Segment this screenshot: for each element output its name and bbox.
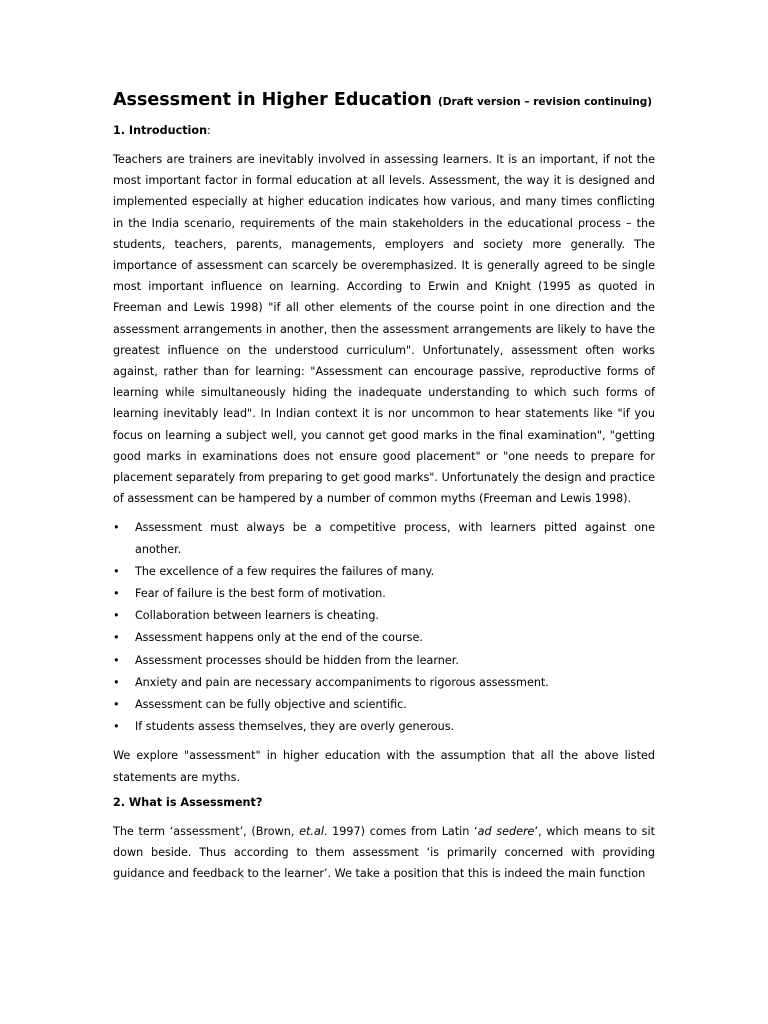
paragraph-text-segment: The term ‘assessment’, (Brown,: [113, 824, 300, 838]
myth-text: Assessment happens only at the end of the course.: [135, 631, 423, 645]
bullet-icon: •: [113, 521, 120, 535]
bullet-icon: •: [113, 653, 120, 667]
bullet-icon: •: [113, 564, 120, 578]
title-text: Assessment in Higher Education: [113, 90, 432, 110]
myths-closing-paragraph: We explore "assessment" in higher education with the assumption that all the above listed statements are myths.: [113, 749, 655, 784]
paragraph-text-segment: ’, which means to sit down beside. Thus according to them assessment ‘is primarily concerned with providing guidance and feedback to the learner’. We take a position that this is indeed the main function: [113, 824, 655, 881]
myth-list-item: [113, 561, 655, 582]
introduction-paragraph: Teachers are trainers are inevitably involved in assessing learners. It is an important, if not the most important factor in formal education at all levels. Assessment, the way it is designed and implemented especially at higher education indicates how various, and many times conflicting in the India scenario, requirements of the main stakeholders in the educational process – the students, teachers, parents, managements, employers and society more generally. The importance of assessment can scarcely be overemphasized. It is generally agreed to be single most important influence on learning. According to Erwin and Knight (1995 as quoted in Freeman and Lewis 1998) "if all other elements of the course point in one direction and the assessment arrangements in another, then the assessment arrangements are likely to have the greatest influence on the understood curriculum". Unfortunately, assessment often works against, rather than for learning: "Assessment can encourage passive, reproductive forms of learning while simultaneously hiding the inadequate understanding to which such forms of learning inevitably lead". In Indian context it is nor uncommon to hear statements like "if you focus on learning a subject well, you cannot get good marks in the final examination", "getting good marks in examinations does not ensure good placement" or "one needs to prepare for placement separately from preparing to get good marks". Unfortunately the design and practice of assessment can be hampered by a number of common myths (Freeman and Lewis 1998).: [113, 153, 655, 506]
section-introduction-heading: [113, 124, 655, 137]
myth-list-item: [113, 627, 655, 648]
myth-text: Collaboration between learners is cheating.: [135, 609, 379, 623]
bullet-icon: •: [113, 720, 120, 734]
title-subtitle: (Draft version – revision continuing): [437, 96, 653, 108]
paragraph-text-segment: . 1997) comes from Latin ‘: [323, 824, 478, 838]
myth-list-item: [113, 583, 655, 604]
myth-list-item: [113, 694, 655, 715]
myth-text: If students assess themselves, they are overly generous.: [135, 720, 455, 734]
document-title: [113, 90, 655, 110]
myth-text: Assessment processes should be hidden from the learner.: [135, 653, 459, 667]
myth-list-item: [113, 650, 655, 671]
myth-text: Fear of failure is the best form of motivation.: [135, 587, 386, 601]
myth-text: Assessment can be fully objective and scientific.: [135, 698, 407, 712]
document-content: [113, 90, 655, 893]
myth-text: Assessment must always be a competitive process, with learners pitted against one another.: [135, 521, 655, 556]
myth-text: Anxiety and pain are necessary accompaniments to rigorous assessment.: [135, 675, 549, 689]
myth-text: The excellence of a few requires the failures of many.: [135, 564, 435, 578]
myth-list-item: [113, 605, 655, 626]
bullet-icon: •: [113, 609, 120, 623]
myth-list-item: [113, 517, 655, 559]
section-introduction-heading-text: 1. Introduction: [113, 124, 208, 137]
myth-list-item: [113, 672, 655, 693]
bullet-icon: •: [113, 675, 120, 689]
what-is-assessment-paragraph: [113, 821, 655, 885]
section-introduction-heading-colon: :: [207, 124, 211, 137]
myths-list: [113, 517, 655, 737]
bullet-icon: •: [113, 698, 120, 712]
bullet-icon: •: [113, 587, 120, 601]
italic-latin-phrase: ad sedere: [477, 824, 535, 838]
section-what-is-assessment-heading: 2. What is Assessment?: [113, 795, 263, 809]
myth-list-item: [113, 716, 655, 737]
italic-etal: et.al: [299, 824, 324, 838]
bullet-icon: •: [113, 631, 120, 645]
